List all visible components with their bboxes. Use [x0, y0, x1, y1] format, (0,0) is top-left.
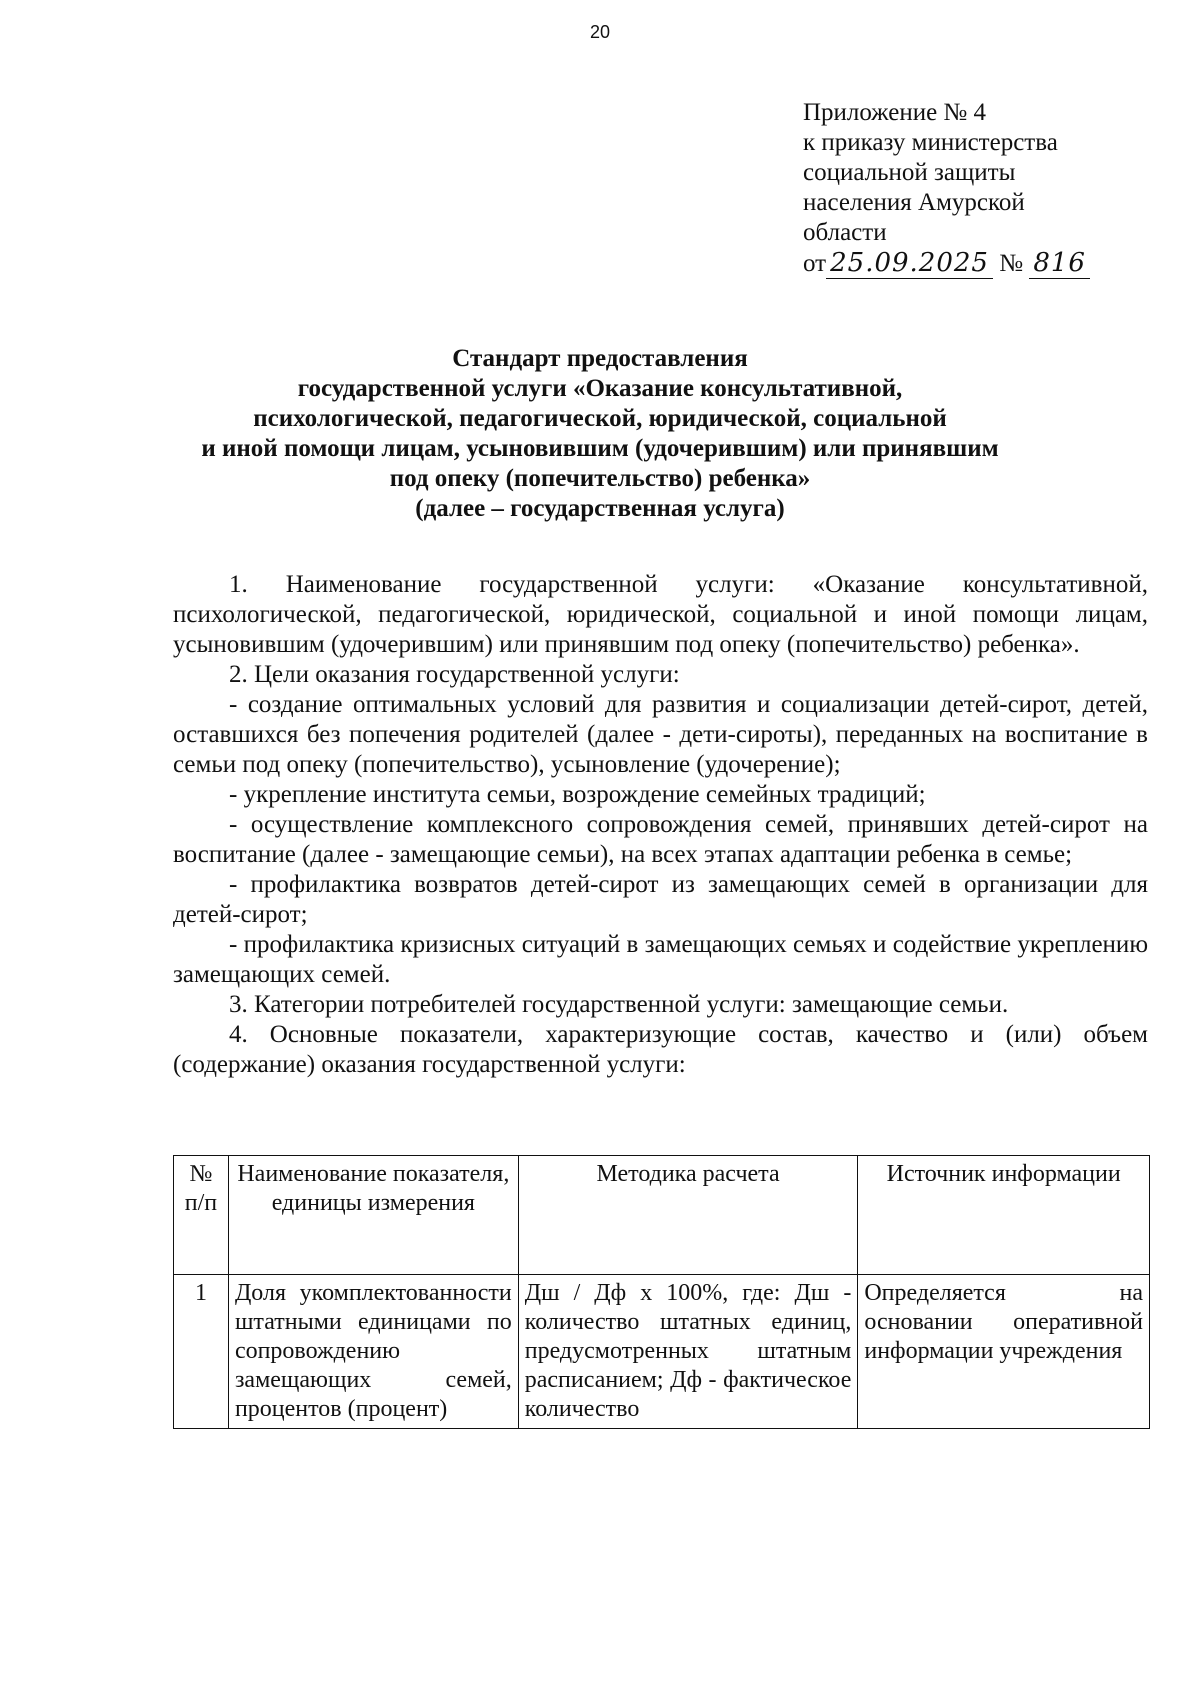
appendix-line: Приложение № 4: [803, 99, 987, 126]
body-text: [173, 570, 1148, 1080]
paragraph-goal-item: - осуществление комплексного сопровождения семей, принявших детей-сирот на воспитание (далее - замещающие семьи), на всех этапах адаптации ребенка в семье;: [173, 811, 1148, 868]
paragraph-goals-heading: 2. Цели оказания государственной услуги:: [229, 661, 680, 688]
header-indicator-name: Наименование показателя, единицы измерения: [228, 1156, 518, 1275]
table-header-row: [174, 1156, 1150, 1275]
number-prefix: №: [999, 250, 1024, 277]
cell-indicator-name: Доля укомплектованности штатными единицами по сопровождению замещающих семей, процентов (процент): [228, 1275, 518, 1429]
title-line: Стандарт предоставления: [452, 345, 748, 372]
header-source: Источник информации: [858, 1156, 1150, 1275]
paragraph-goal-item: - профилактика кризисных ситуаций в замещающих семьях и содействие укреплению замещающих семей.: [173, 931, 1148, 988]
date-prefix: от: [803, 250, 827, 277]
title-line: государственной услуги «Оказание консультативной,: [297, 375, 903, 402]
header-number: № п/п: [174, 1156, 229, 1275]
paragraph-indicators: 4. Основные показатели, характеризующие состав, качество и (или) объем (содержание) оказания государственной услуги:: [173, 1021, 1148, 1078]
page-number: 20: [589, 22, 611, 42]
title-line: (далее – государственная услуга): [415, 495, 785, 522]
appendix-line: населения Амурской: [803, 189, 1025, 216]
appendix-line: социальной защиты: [803, 159, 1016, 186]
paragraph-service-name: 1. Наименование государственной услуги: «Оказание консультативной, психологической, педагогической, юридической, социальной и иной помощи лицам, усыновившим (удочерившим) или принявшим под опеку (попечительство) ребенка».: [173, 571, 1148, 658]
cell-method: Дш / Дф х 100%, где: Дш - количество штатных единиц, предусмотренных штатным расписанием; Дф - фактическое количество: [518, 1275, 858, 1429]
cell-source: Определяется на основании оперативной информации учреждения: [858, 1275, 1150, 1429]
indicators-table: [173, 1155, 1150, 1429]
header-method: Методика расчета: [518, 1156, 858, 1275]
title-line: и иной помощи лицам, усыновившим (удочерившим) или принявшим: [201, 435, 999, 462]
indicators-table-wrap: [173, 1155, 1150, 1429]
paragraph-consumers: 3. Категории потребителей государственной услуги: замещающие семьи.: [229, 991, 1009, 1018]
paragraph-goal-item: - профилактика возвратов детей-сирот из замещающих семей в организации для детей-сирот;: [173, 871, 1148, 928]
appendix-line: к приказу министерства: [803, 129, 1058, 156]
appendix-block: [803, 98, 1133, 279]
title-line: психологической, педагогической, юридической, социальной: [253, 405, 947, 432]
cell-number: 1: [174, 1275, 229, 1429]
order-number-handwritten: 816: [1029, 248, 1090, 279]
title-line: под опеку (попечительство) ребенка»: [389, 465, 811, 492]
order-date-handwritten: 25.09.2025: [826, 248, 993, 279]
paragraph-goal-item: - укрепление института семьи, возрождение семейных традиций;: [229, 781, 926, 808]
order-date-line: [803, 248, 1133, 279]
table-row: [174, 1275, 1150, 1429]
document-title: [150, 344, 1050, 524]
appendix-line: области: [803, 219, 887, 246]
paragraph-goal-item: - создание оптимальных условий для развития и социализации детей-сирот, детей, оставшихся без попечения родителей (далее - дети-сироты), переданных на воспитание в семьи под опеку (попечительство), усыновление (удочерение);: [173, 691, 1148, 778]
